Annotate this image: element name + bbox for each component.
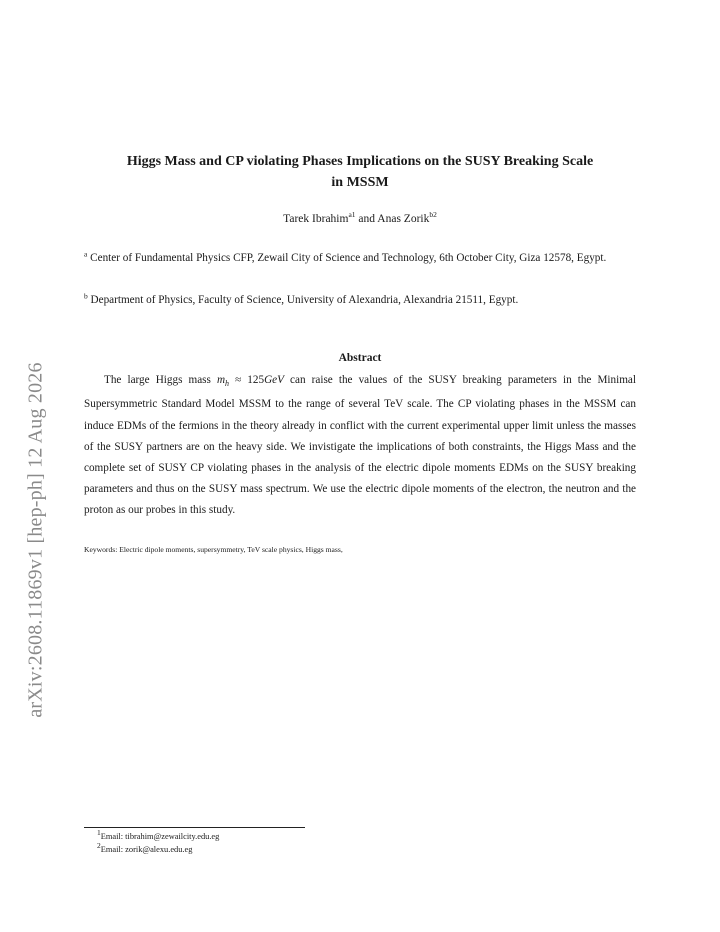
footnote-1-text: Email: tibrahim@zewailcity.edu.eg [100,832,220,841]
author-1: Tarek Ibrahim [283,213,349,225]
abstract-text-rest: can raise the values of the SUSY breaking parameters in the Minimal Supersymmetric Standard Model MSSM to the range of several TeV scale. The CP violating phases in the MSSM can induce EDMs of the fermions in the theory already in conflict with the current experimental upper limit unless the masses of the SUSY partners are on the heavy side. We invistigate the implications of both constraints, the Higgs Mass and the complete set of SUSY CP violating phases in the analysis of the electric dipole moments EDMs on the SUSY breaking parameters and thus on the SUSY mass spectrum. We use the electric dipole moments of the electron, the neutron and the proton as our probes in this study. [84,374,636,517]
title-line-2: in MSSM [331,175,389,190]
footnote-2-marker: 2 [97,841,101,851]
footnote-1-marker: 1 [97,828,101,838]
author-connector: and [355,213,378,225]
math-approx-value: ≈ 125 [229,374,265,386]
title-line-1: Higgs Mass and CP violating Phases Implications on the SUSY Breaking Scale [126,154,594,169]
footnote-1 [97,828,220,843]
author-line [84,210,636,228]
math-unit: GeV [264,374,284,386]
math-symbol-m: m [216,374,226,386]
affiliation-b [84,290,636,311]
math-subscript-h: h [225,379,230,389]
footnote-2-text: Email: zorik@alexu.edu.eg [100,845,193,854]
footnote-separator [84,827,305,828]
footnote-2 [97,841,193,856]
affiliation-b-marker: b [84,291,88,301]
author-2: Anas Zorik [377,213,430,225]
keywords-line: Keywords: Electric dipole moments, supersymmetry, TeV scale physics, Higgs mass, [84,545,343,554]
affiliation-a-text: Center of Fundamental Physics CFP, Zewail City of Science and Technology, 6th October City, Giza 12578, Egypt. [87,252,607,264]
affiliation-a [84,248,636,269]
author-2-marker: b2 [429,210,437,220]
author-1-marker: a1 [348,210,356,220]
arxiv-identifier-stamp: arXiv:2608.11869v1 [hep-ph] 12 Aug 2026 [24,362,47,718]
abstract-text-start: The large Higgs mass [104,374,217,386]
affiliation-b-text: Department of Physics, Faculty of Science, University of Alexandria, Alexandria 21511, Egypt. [87,294,519,306]
abstract-heading: Abstract [338,352,382,364]
affiliation-a-marker: a [84,249,88,259]
paper-title [84,151,636,193]
abstract-body [84,370,636,522]
